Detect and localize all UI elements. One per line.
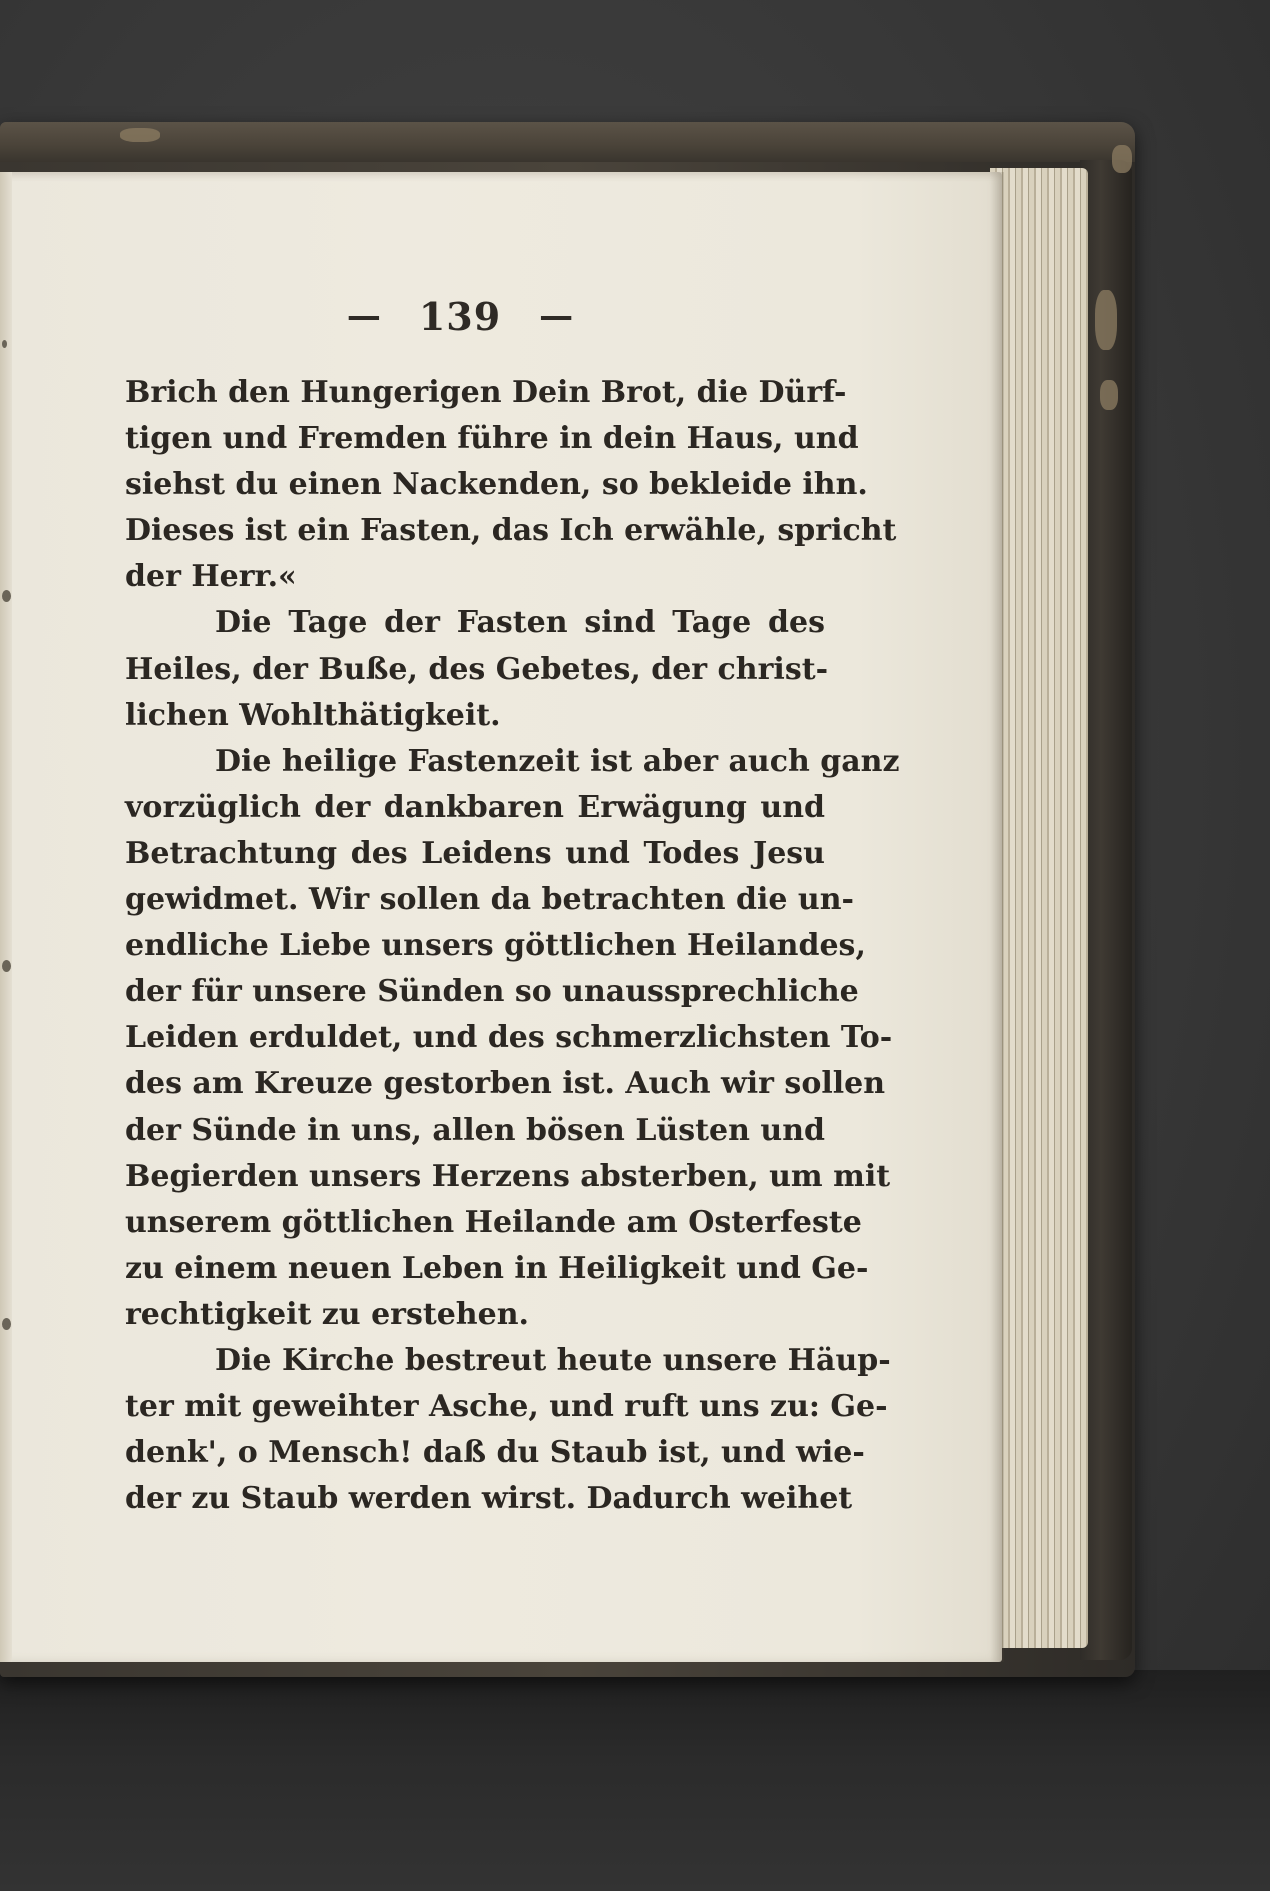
book-cover-top-edge [0, 122, 1135, 162]
text-line: Die heilige Fastenzeit ist aber auch ganz [215, 743, 900, 779]
header-dash-left: — [346, 296, 381, 336]
page-edge-shadow [990, 172, 1004, 1662]
text-line: ter mit geweihter Asche, und ruft uns zu: Ge- [125, 1389, 888, 1425]
page-header [330, 293, 590, 339]
text-line: gewidmet. Wir sollen da betrachten die un- [125, 882, 854, 918]
text-line: denk', o Mensch! daß du Staub ist, und wie- [125, 1435, 865, 1471]
cover-wear-spot [1112, 145, 1132, 173]
text-line: Betrachtung des Leidens und Todes Jesu [125, 835, 825, 871]
text-line: unserem göttlichen Heilande am Osterfeste [125, 1204, 862, 1240]
text-line: der zu Staub werden wirst. Dadurch weihet [125, 1481, 853, 1517]
text-line: der für unsere Sünden so unaussprechliche [125, 974, 859, 1010]
text-line: tigen und Fremden führe in dein Haus, und [125, 421, 859, 457]
cover-wear-spot [1100, 380, 1118, 410]
text-line: der Herr.« [125, 559, 297, 595]
body-text [125, 370, 900, 1522]
text-line: rechtigkeit zu erstehen. [125, 1296, 529, 1332]
text-line: zu einem neuen Leben in Heiligkeit und Ge- [125, 1250, 869, 1286]
page-number: 139 [418, 293, 502, 339]
text-line: lichen Wohlthätigkeit. [125, 697, 501, 733]
cover-wear-spot [1095, 290, 1117, 350]
binding-stitch [2, 340, 7, 348]
text-line: Die Tage der Fasten sind Tage des [215, 605, 825, 641]
text-line: Dieses ist ein Fasten, das Ich erwähle, spricht [125, 513, 897, 549]
binding-stitch [2, 590, 11, 602]
text-line: vorzüglich der dankbaren Erwägung und [125, 789, 825, 825]
text-line: Heiles, der Buße, des Gebetes, der christ- [125, 651, 829, 687]
binding-stitch [2, 1318, 11, 1330]
binding-stitch [2, 960, 11, 972]
text-line: endliche Liebe unsers göttlichen Heilandes, [125, 928, 866, 964]
text-line: Leiden erduldet, und des schmerzlichsten To- [125, 1020, 893, 1056]
table-shadow [0, 1670, 1270, 1891]
text-line: Brich den Hungerigen Dein Brot, die Dürf- [125, 375, 847, 410]
page-block-edge [990, 168, 1088, 1648]
text-line: des am Kreuze gestorben ist. Auch wir sollen [125, 1066, 886, 1102]
text-line: der Sünde in uns, allen bösen Lüsten und [125, 1112, 825, 1148]
cover-wear-spot [120, 128, 160, 142]
text-line: Die Kirche bestreut heute unsere Häup- [215, 1342, 891, 1378]
page-binding-edge [0, 172, 12, 1662]
text-line: siehst du einen Nackenden, so bekleide ihn. [125, 467, 868, 503]
header-dash-right: — [539, 296, 574, 336]
text-line: Begierden unsers Herzens absterben, um mit [125, 1158, 891, 1194]
